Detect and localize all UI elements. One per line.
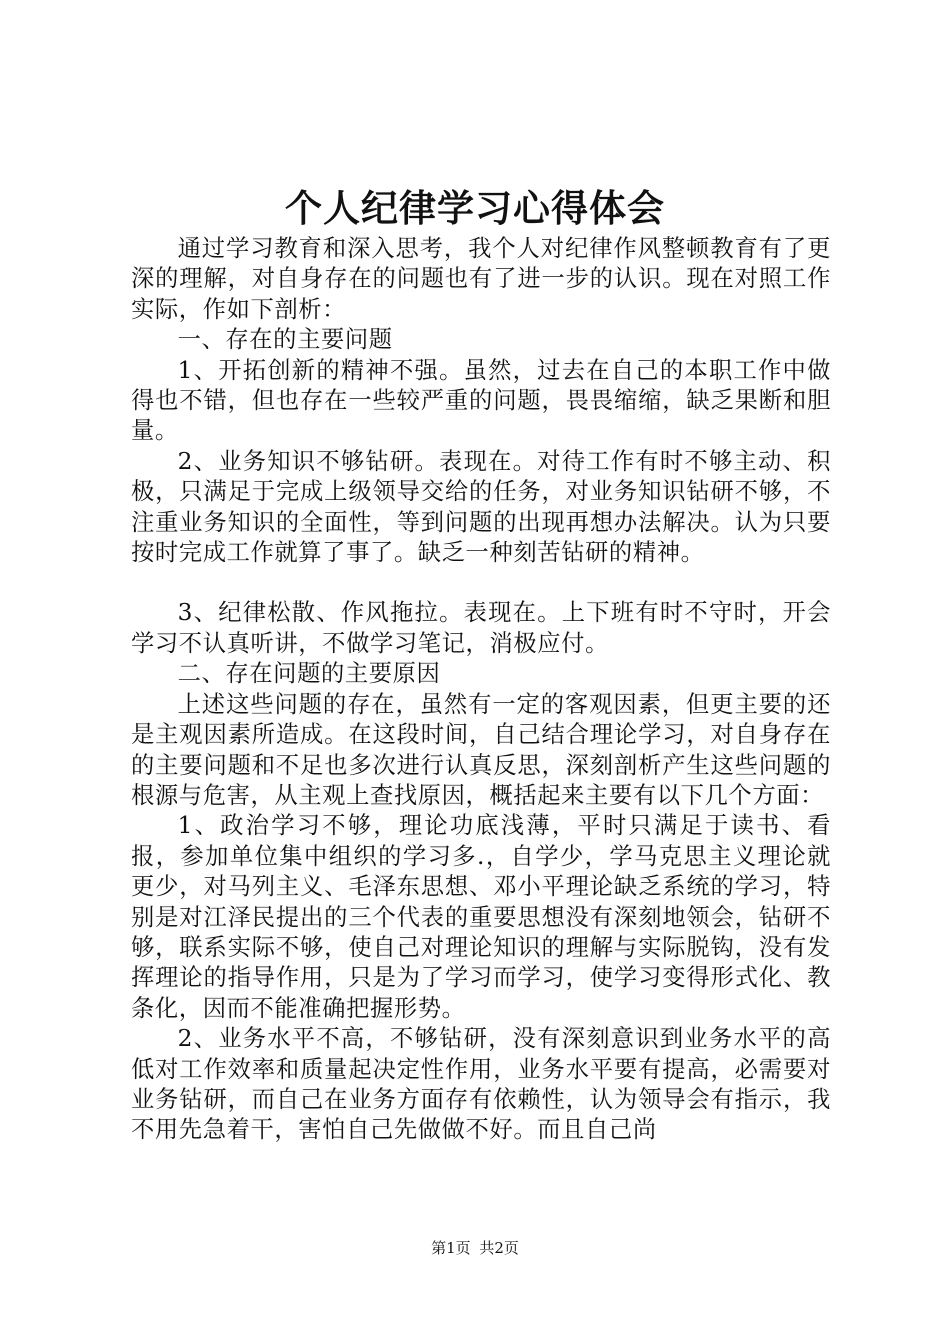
page-number: 第1页 (431, 1239, 471, 1257)
paragraph-cause-2: 2、业务水平不高，不够钻研，没有深刻意识到业务水平的高低对工作效率和质量起决定性作用，业务水平要有提高，必需要对业务钻研，而自己在业务方面存有依赖性，认为领导会有指示，我不用先急着干，害怕自己先做做不好。而且自己尚 (131, 1025, 831, 1144)
document-body (131, 234, 831, 1146)
paragraph-cause-1: 1、政治学习不够，理论功底浅薄，平时只满足于读书、看报，参加单位集中组织的学习多.，自学少，学马克思主义理论就更少，对马列主义、毛泽东思想、邓小平理论缺乏系统的学习，特别是对江泽民提出的三个代表的重要思想没有深刻地领会，钻研不够，联系实际不够，使自己对理论知识的理解与实际脱钩，没有发挥理论的指导作用，只是为了学习而学习，使学习变得形式化、教条化，因而不能准确把握形势。 (131, 812, 831, 1022)
paragraph-cause-intro: 上述这些问题的存在，虽然有一定的客观因素，但更主要的还是主观因素所造成。在这段时间，自己结合理论学习，对自身存在的主要问题和不足也多次进行认真反思，深刻剖析产生这些问题的根源与危害，从主观上查找原因，概括起来主要有以下几个方面： (131, 690, 831, 809)
paragraph-problem-2: 2、业务知识不够钻研。表现在。对待工作有时不够主动、积极，只满足于完成上级领导交给的任务，对业务知识钻研不够，不注重业务知识的全面性，等到问题的出现再想办法解决。认为只要按时完成工作就算了事了。缺乏一种刻苦钻研的精神。 (131, 447, 831, 567)
page-footer (0, 1238, 950, 1258)
page-title: 个人纪律学习心得体会 (285, 187, 665, 230)
paragraph-intro: 通过学习教育和深入思考，我个人对纪律作风整顿教育有了更深的理解，对自身存在的问题也有了进一步的认识。现在对照工作实际，作如下剖析： (131, 235, 831, 323)
section-heading-1: 一、存在的主要问题 (177, 326, 393, 354)
paragraph-problem-1: 1、开拓创新的精神不强。虽然，过去在自己的本职工作中做得也不错，但也存在一些较严重的问题，畏畏缩缩，缺乏果断和胆量。 (131, 356, 831, 445)
page-total: 共2页 (479, 1239, 519, 1257)
paragraph-problem-3: 3、纪律松散、作风拖拉。表现在。上下班有时不守时，开会学习不认真听讲，不做学习笔记，消极应付。 (131, 599, 831, 657)
section-heading-2: 二、存在问题的主要原因 (177, 660, 441, 688)
